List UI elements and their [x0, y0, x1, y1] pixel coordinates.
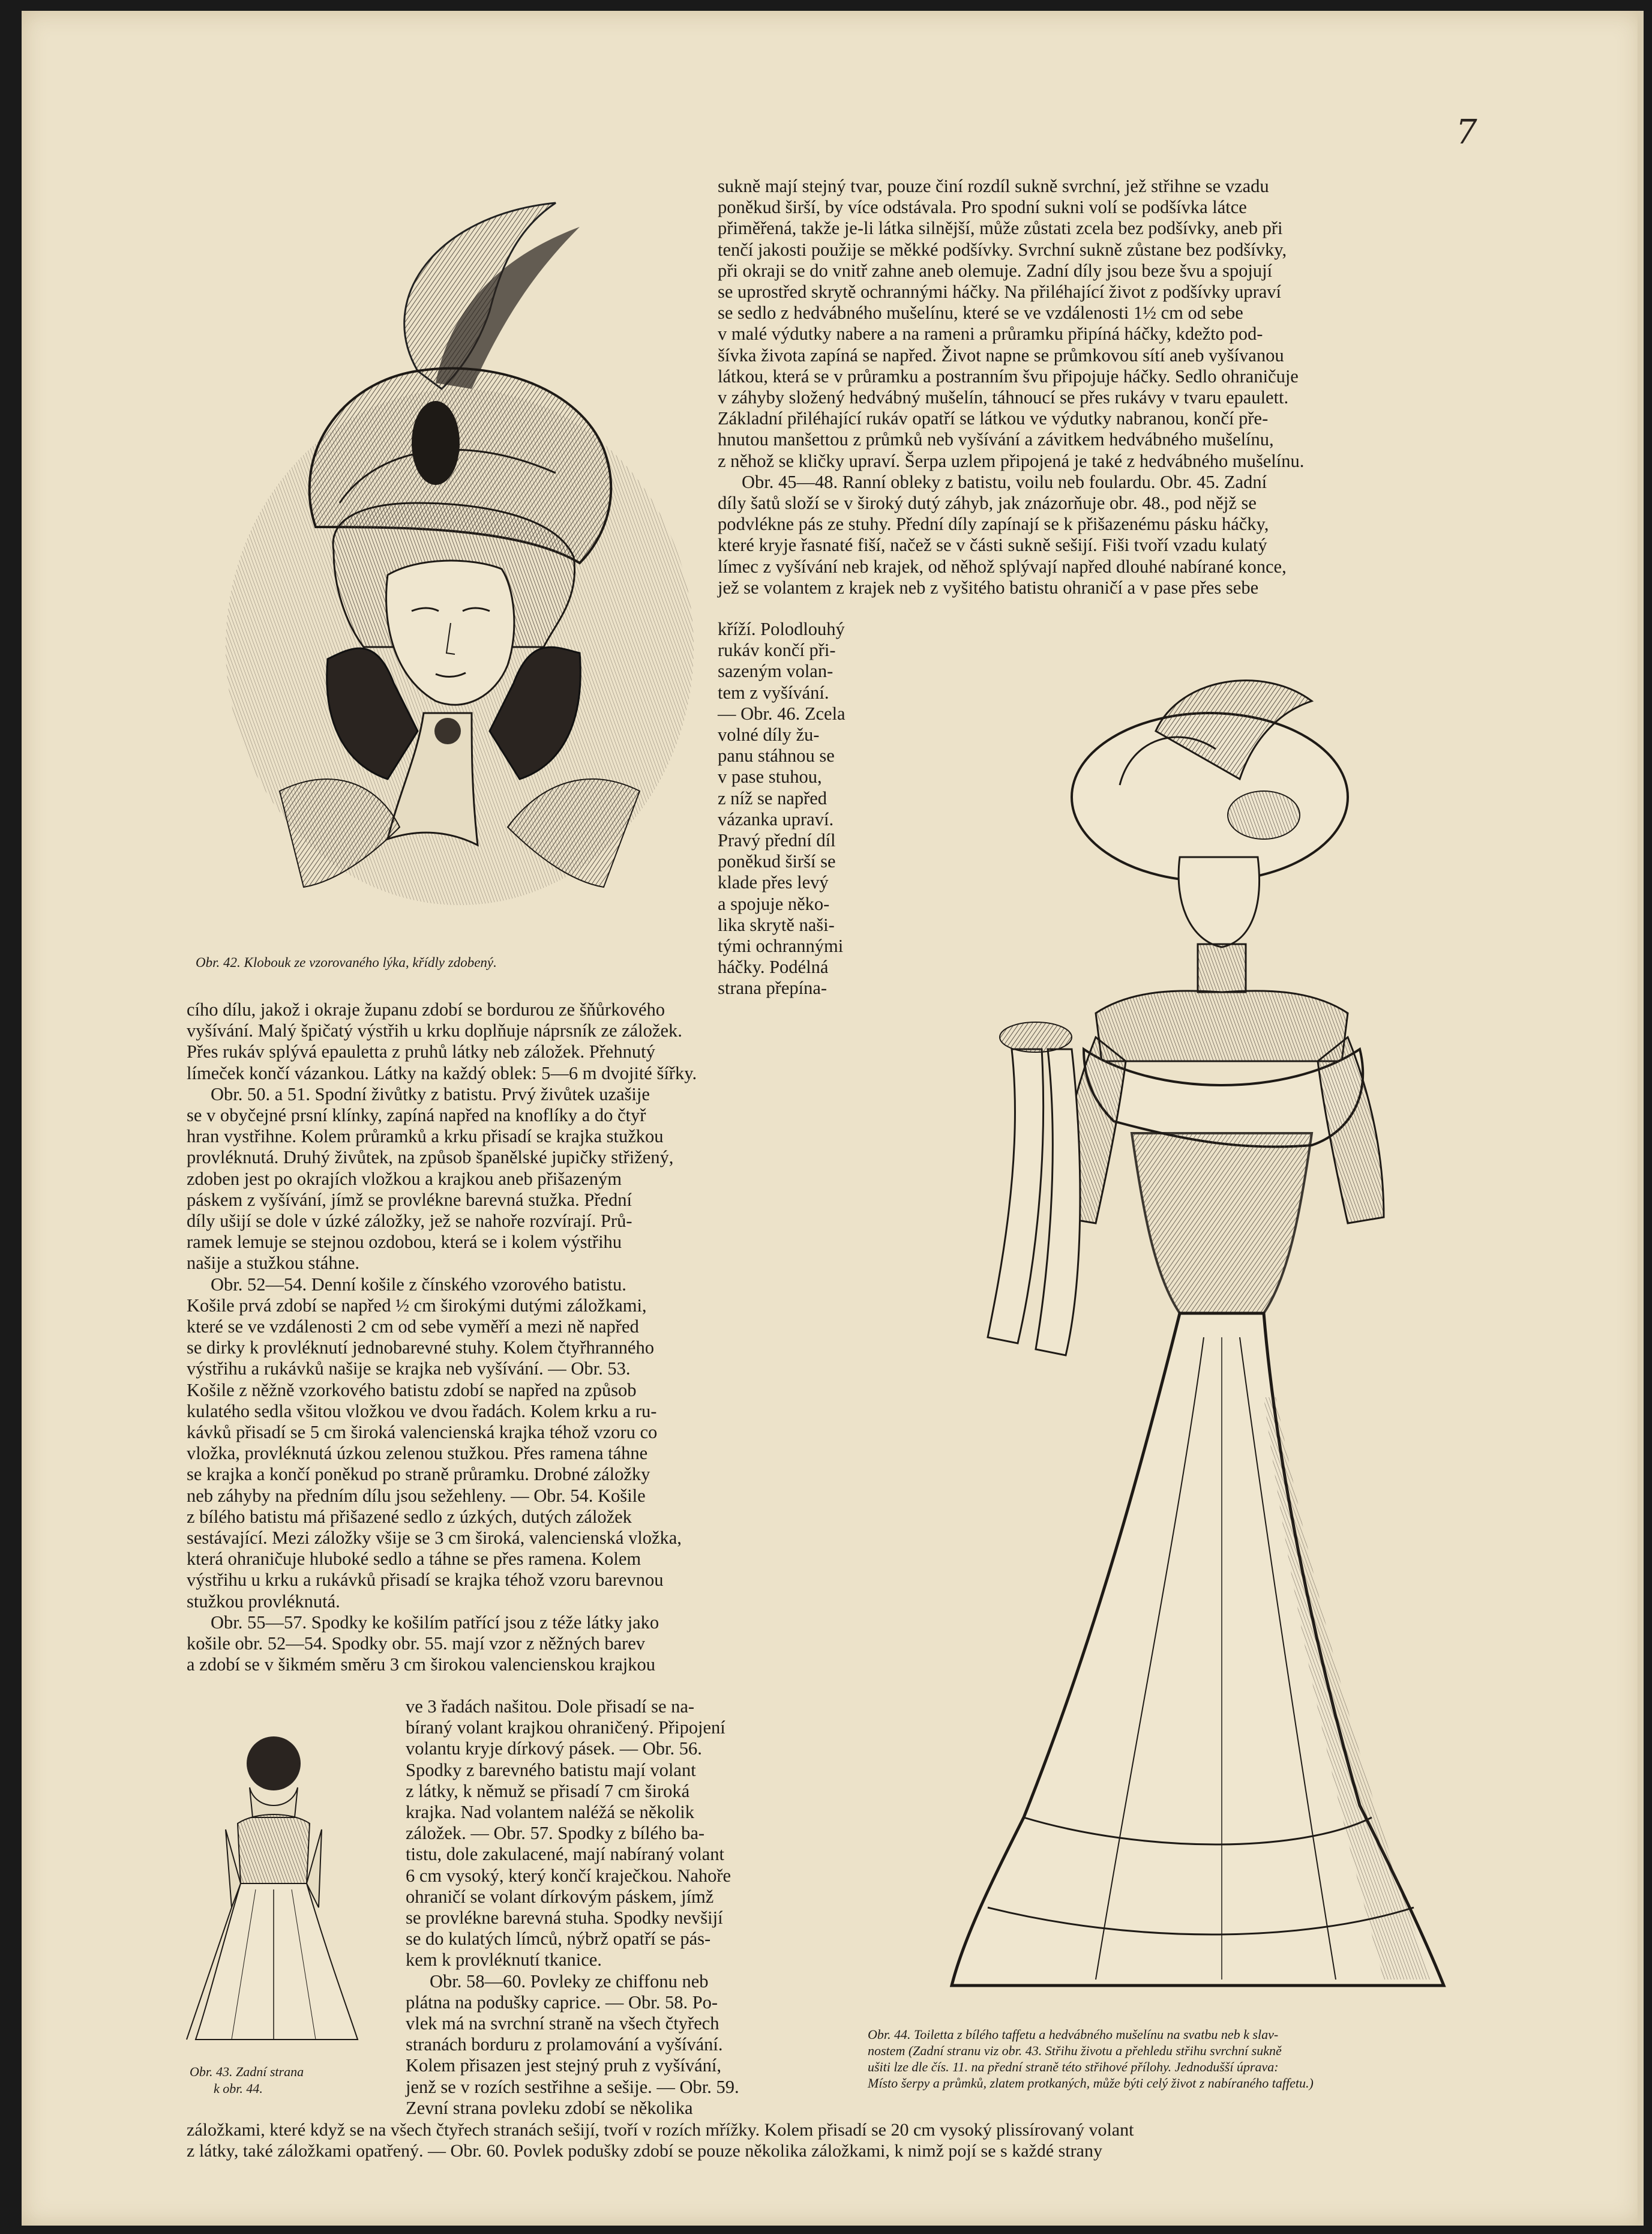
page-edge [1638, 11, 1644, 2226]
text-line: tenčí jakosti použije se měkké podšívky. Svrchní sukně zůstane bez podšívky, [718, 239, 1287, 260]
text-line: díly šatů složí se v široký dutý záhyb, jak znázorňuje obr. 48., pod nějž se [718, 493, 1257, 514]
text-line: přiměřená, takže je-li látka silnější, může zůstati zcela bez podšívky, aneb při [718, 218, 1283, 239]
figure-44-caption-line: Místo šerpy a průmků, zlatem protkaných, může býti celý život z nabíraného taffetu.) [868, 2076, 1314, 2091]
text-line: poněkud širší se [718, 851, 836, 872]
text-line: z bílého batistu má přišazené sedlo z úzkých, dutých záložek [187, 1506, 632, 1527]
text-bottom [187, 2119, 1465, 2161]
text-line: Spodky z barevného batistu mají volant [406, 1759, 696, 1780]
text-line: Pravý přední díl [718, 830, 836, 851]
text-line: plátna na podušky caprice. — Obr. 58. Po- [406, 1992, 718, 2013]
text-line: cího dílu, jakož i okraje županu zdobí se bordurou ze šňůrkového [187, 999, 665, 1020]
text-line: Košile prvá zdobí se napřed ½ cm širokými dutými záložkami, [187, 1295, 647, 1316]
text-line: z látky, také záložkami opatřený. — Obr. 60. Povlek podušky zdobí se pouze několika záložkami, k nimž pojí se s každé strany [187, 2141, 1102, 2161]
text-line: bíraný volant krajkou ohraničený. Připojení [406, 1717, 725, 1738]
figure-43-back-view [184, 1727, 382, 2052]
text-line: stranách borduru z prolamování a vyšívání. [406, 2034, 723, 2055]
figure-42-caption: Obr. 42. Klobouk ze vzorovaného lýka, křídly zdobený. [196, 955, 497, 970]
text-line: při okraji se do vnitř zahne aneb olemuje. Zadní díly jsou beze švu a spojují [718, 260, 1273, 281]
text-line: díly ušijí se dole v úzké záložky, jež se nahoře rozvírají. Prů- [187, 1211, 632, 1232]
text-line: výstřihu u krku a rukávků přisadí se krajka téhož vzoru barevnou [187, 1570, 664, 1591]
figure-44-caption-line: Obr. 44. Toiletta z bílého taffetu a hedvábného mušelínu na svatbu neb k slav- [868, 2027, 1279, 2042]
text-line: kávků přisadí se 5 cm široká valencienská krajka téhož vzoru co [187, 1422, 658, 1443]
text-line: volné díly žu- [718, 724, 820, 745]
text-line: se provlékne barevná stuha. Spodky nevšijí [406, 1907, 723, 1928]
text-line: 6 cm vysoký, který končí kraječkou. Nahoře [406, 1865, 731, 1886]
text-line: košile obr. 52—54. Spodky obr. 55. mají vzor z něžných barev [187, 1633, 646, 1654]
text-line: šívka života zapíná se napřed. Život napne se průmkovou sítí aneb vyšívanou [718, 345, 1284, 366]
text-line: Obr. 55—57. Spodky ke košilím patřící jsou z téže látky jako [211, 1612, 659, 1633]
figure-43-caption [190, 2064, 388, 2097]
text-line: Přes rukáv splývá epauletta z pruhů látky neb záložek. Přehnutý [187, 1041, 655, 1062]
text-line: záložek. — Obr. 57. Spodky z bílého ba- [406, 1823, 705, 1844]
text-line: kem k provléknutí tkanice. [406, 1949, 602, 1971]
text-line: Obr. 45—48. Ranní obleky z batistu, voilu neb foulardu. Obr. 45. Zadní [742, 471, 1267, 492]
text-line: která ohraničuje hluboké sedlo a táhne se přes ramena. Kolem [187, 1549, 641, 1570]
text-line: sestávající. Mezi záložky všije se 3 cm široká, valencienská vložka, [187, 1528, 682, 1549]
text-line: sazeným volan- [718, 661, 834, 682]
text-line: Obr. 52—54. Denní košile z čínského vzorového batistu. [211, 1274, 626, 1295]
text-line: — Obr. 46. Zcela [718, 703, 846, 724]
text-line: jež se volantem z krajek neb z vyšitého batistu ohraničí a v pase přes sebe [718, 577, 1259, 598]
figure-44-caption [868, 2026, 1516, 2091]
text-column-top [718, 176, 1456, 598]
text-line: z látky, k němuž se přisadí 7 cm široká [406, 1780, 690, 1801]
text-line: stužkou provléknutá. [187, 1591, 340, 1612]
text-line: neb záhyby na předním dílu jsou sežehleny. — Obr. 54. Košile [187, 1485, 646, 1506]
text-line: Základní přiléhající rukáv opatří se látkou ve výdutky nabranou, končí pře- [718, 408, 1269, 429]
page [22, 11, 1642, 2226]
text-line: klade přes levý [718, 872, 829, 893]
text-line: poněkud širší, by více odstávala. Pro spodní sukni volí se podšívka látce [718, 197, 1247, 218]
figure-43-caption-line: Obr. 43. Zadní strana [190, 2064, 304, 2079]
text-line: krajka. Nad volantem naléžá se několik [406, 1802, 695, 1823]
text-line: a spojuje něko- [718, 893, 830, 914]
figure-44-gown [844, 677, 1528, 1998]
text-line: tem z vyšívání. [718, 682, 829, 703]
text-line: tými ochrannými [718, 936, 844, 957]
text-line: sukně mají stejný tvar, pouze činí rozdíl sukně svrchní, jež střihne se vzadu [718, 176, 1269, 196]
text-line: záložkami, které když se na všech čtyřech stranách sešijí, tvoří v rozích mřížky. Kolem přisadí se 20 cm vysoký plissírovaný volant [187, 2120, 1134, 2140]
text-line: strana přepína- [718, 978, 828, 999]
text-line: z něhož se kličky upraví. Šerpa uzlem připojená je také z hedvábného mušelínu. [718, 450, 1305, 471]
text-line: tistu, dole zakulacené, mají nabíraný volant [406, 1844, 725, 1865]
text-line: Obr. 50. a 51. Spodní živůtky z batistu. Prvý živůtek uzašije [211, 1083, 650, 1104]
text-line: kulatého sedla všitou vložkou ve dvou řadách. Kolem krku a ru- [187, 1400, 657, 1421]
text-column-lower [406, 1696, 838, 2119]
text-column-left [187, 999, 838, 1676]
text-line: Zevní strana povleku zdobí se několika [406, 2097, 693, 2118]
text-line: hnutou manšettou z průmků neb vyšívání a závitkem hedvábného mušelínu, [718, 429, 1274, 450]
text-line: jenž se v rozích sestřihne a sešije. — Obr. 59. [406, 2076, 739, 2097]
text-line: lika skrytě naši- [718, 914, 835, 935]
text-line: našije a stužkou stáhne. [187, 1253, 359, 1274]
text-line: vložka, provléknutá úzkou zelenou stužkou. Přes ramena táhne [187, 1443, 648, 1464]
text-line: Košile z něžně vzorkového batistu zdobí se napřed na způsob [187, 1379, 637, 1400]
text-line: které se ve vzdálenosti 2 cm od sebe vyměří a mezi ně napřed [187, 1316, 639, 1337]
text-line: se uprostřed skrytě ochrannými háčky. Na přiléhající život z podšívky upraví [718, 282, 1282, 303]
text-line: se krajka a končí poněkud po straně průramku. Drobné záložky [187, 1464, 650, 1485]
text-line: Kolem přisazen jest stejný pruh z vyšívání, [406, 2055, 722, 2076]
text-line: které kryje řasnaté fiší, načež se v části sukně sešijí. Fiši tvoří vzadu kulatý [718, 535, 1267, 556]
text-line: v malé výdutky nabere a na rameni a průramku připíná háčky, kdežto pod- [718, 324, 1263, 345]
text-line: rukáv končí při- [718, 640, 836, 661]
text-line: volantu kryje dírkový pásek. — Obr. 56. [406, 1738, 702, 1759]
text-line: ramek lemuje se stejnou ozdobou, která se i kolem výstřihu [187, 1232, 622, 1253]
text-line: se v obyčejné prsní klínky, zapíná napřed na knoflíky a do čtyř [187, 1105, 646, 1126]
text-line: podvlékne pás ze stuhy. Přední díly zapínají se k přišazenému pásku háčky, [718, 514, 1269, 535]
text-line: v pase stuhou, [718, 766, 822, 787]
figure-42-hat-portrait [220, 191, 700, 929]
figure-43-caption-line: k obr. 44. [214, 2081, 263, 2096]
page-number: 7 [1456, 113, 1477, 152]
text-line: páskem z vyšívání, jímž se provlékne barevná stužka. Přední [187, 1189, 632, 1210]
text-line: ve 3 řadách našitou. Dole přisadí se na- [406, 1696, 695, 1717]
text-line: se sedlo z hedvábného mušelínu, které se ve vzdálenosti 1½ cm od sebe [718, 303, 1243, 324]
text-line: v záhyby složený hedvábný mušelín, táhnoucí se přes rukávy v tvaru epaulett. [718, 387, 1289, 408]
text-line: panu stáhnou se [718, 745, 835, 766]
text-line: látkou, která se v průramku a postranním švu připojuje háčky. Sedlo ohraničuje [718, 366, 1299, 387]
text-line: se dirky k provléknutí jednobarevné stuhy. Kolem čtyřhranného [187, 1337, 654, 1358]
text-line: límec z vyšívání neb krajek, od něhož splývají napřed dlouhé nabírané konce, [718, 556, 1287, 577]
text-line: vyšívání. Malý špičatý výstřih u krku doplňuje náprsník ze záložek. [187, 1020, 682, 1041]
text-line: se do kulatých límců, nýbrž opatří se pás- [406, 1928, 711, 1949]
text-line: háčky. Podélná [718, 957, 829, 978]
text-line: zdoben jest po okrajích vložkou a krajkou aneb přišazeným [187, 1168, 622, 1189]
text-line: límeček končí vázankou. Látky na každý oblek: 5—6 m dvojité šířky. [187, 1062, 697, 1083]
text-line: ohraničí se volant dírkovým páskem, jímž [406, 1886, 714, 1907]
text-line: z níž se napřed [718, 787, 828, 808]
text-line: a zdobí se v šikmém směru 3 cm širokou valencienskou krajkou [187, 1654, 655, 1675]
figure-44-caption-line: ušiti lze dle čís. 11. na přední straně této střihové přílohy. Jednodušší úprava: [868, 2059, 1279, 2074]
text-line: hran vystřihne. Kolem průramků a krku přisadí se krajka stužkou [187, 1126, 664, 1147]
text-line: vázanka upraví. [718, 808, 834, 829]
text-line: kříží. Polodlouhý [718, 619, 845, 639]
text-line: provléknutá. Druhý živůtek, na způsob španělské jupičky střižený, [187, 1147, 674, 1168]
text-line: vlek má na svrchní straně na všech čtyřech [406, 2013, 719, 2034]
text-line: výstřihu a rukávků našije se krajka neb vyšívání. — Obr. 53. [187, 1358, 631, 1379]
text-line: Obr. 58—60. Povleky ze chiffonu neb [430, 1971, 709, 1992]
figure-44-caption-line: nostem (Zadní stranu viz obr. 43. Střihu životu a přehledu střihu svrchní sukně [868, 2043, 1282, 2058]
